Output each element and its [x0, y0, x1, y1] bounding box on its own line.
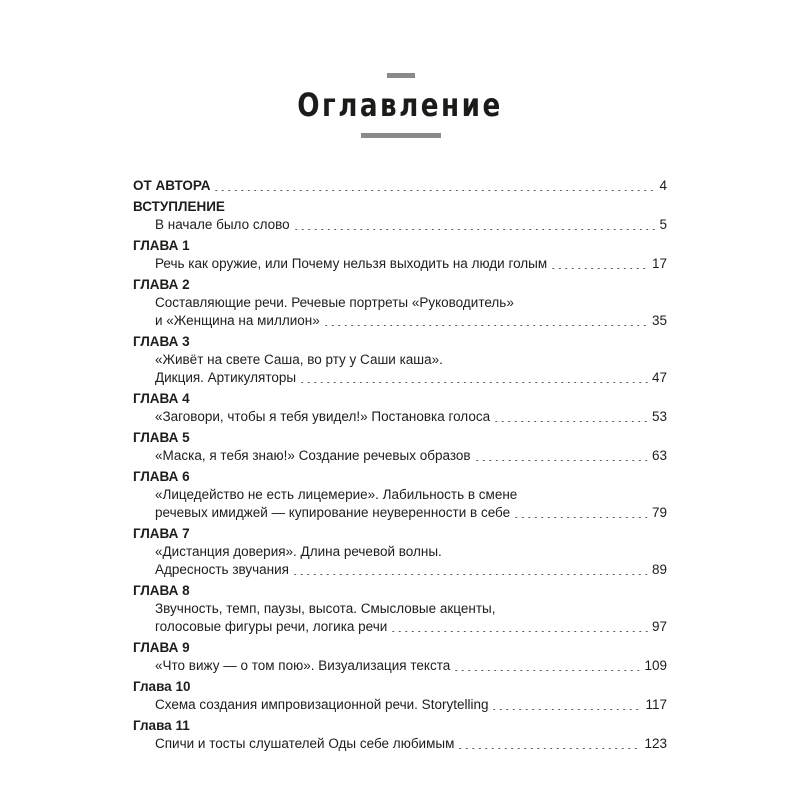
toc-section — [133, 333, 667, 387]
toc-entry-line[interactable] — [133, 369, 667, 387]
toc-page-number: 89 — [651, 562, 667, 577]
toc-section — [133, 177, 667, 195]
toc-dot-leader — [293, 229, 657, 230]
toc-section — [133, 198, 667, 234]
toc-page-number: 117 — [645, 697, 667, 712]
toc-page-number: 123 — [644, 736, 667, 751]
toc-dot-leader — [453, 670, 641, 671]
toc-entry-line[interactable] — [133, 543, 667, 561]
toc-dot-leader — [491, 709, 642, 710]
toc-dot-leader — [457, 748, 641, 749]
toc-section — [133, 429, 667, 465]
toc-entry-line[interactable] — [133, 735, 667, 753]
toc-entry-text: «Что вижу — о том пою». Визуализация текста — [155, 658, 451, 673]
toc-entry-line[interactable] — [133, 255, 667, 273]
toc-dot-leader — [390, 631, 649, 632]
toc-section — [133, 717, 667, 753]
toc-entry-text: и «Женщина на миллион» — [155, 313, 320, 328]
toc-dot-leader — [493, 421, 649, 422]
toc-section-heading: Глава 10 — [133, 679, 191, 694]
toc-entry-text: «Заговори, чтобы я тебя увидел!» Постановка голоса — [155, 409, 491, 424]
toc-dot-leader — [474, 460, 649, 461]
toc-page-number: 35 — [651, 313, 667, 328]
toc-page-number: 97 — [651, 619, 667, 634]
toc-entry-text: ОТ АВТОРА — [133, 178, 211, 193]
toc-section — [133, 525, 667, 579]
toc-entry-line[interactable] — [133, 486, 667, 504]
toc-section-heading: Глава 11 — [133, 718, 190, 733]
toc-entry-text: Схема создания импровизационной речи. Storytelling — [155, 697, 489, 712]
toc-dot-leader — [550, 268, 649, 269]
title-rule-top — [387, 73, 415, 78]
toc-section — [133, 468, 667, 522]
toc-entry-line[interactable] — [133, 312, 667, 330]
toc-section-heading: ГЛАВА 2 — [133, 277, 190, 292]
toc-entry-text: «Маска, я тебя знаю!» Создание речевых образов — [155, 448, 471, 463]
toc-entry-text: Спичи и тосты слушателей Оды себе любимым — [155, 736, 455, 751]
toc-dot-leader — [213, 190, 656, 191]
toc-entry-text: «Лицедейство не есть лицемерие». Лабильность в смене — [155, 487, 518, 502]
toc-section-heading: ГЛАВА 5 — [133, 430, 190, 445]
toc-section-heading: ГЛАВА 8 — [133, 583, 190, 598]
toc-section — [133, 582, 667, 636]
toc-entry-line[interactable] — [133, 177, 667, 195]
toc-dot-leader — [299, 382, 649, 383]
toc-section — [133, 237, 667, 273]
toc-entry-text: голосовые фигуры речи, логика речи — [155, 619, 388, 634]
toc-section-heading: ГЛАВА 7 — [133, 526, 190, 541]
toc-section-heading: ГЛАВА 3 — [133, 334, 190, 349]
toc-page-number: 63 — [651, 448, 667, 463]
toc-entry-line[interactable] — [133, 696, 667, 714]
toc-entry-text: Звучность, темп, паузы, высота. Смысловые акценты, — [155, 601, 496, 616]
toc-page-number: 53 — [651, 409, 667, 424]
toc-entry-text: «Живёт на свете Саша, во рту у Саши каша». — [155, 352, 443, 367]
toc-entry-text: Речь как оружие, или Почему нельзя выходить на люди голым — [155, 256, 548, 271]
toc-section-heading: ГЛАВА 6 — [133, 469, 190, 484]
table-of-contents — [133, 177, 667, 756]
toc-dot-leader — [513, 517, 649, 518]
page-title: Оглавление — [297, 86, 503, 124]
toc-entry-line[interactable] — [133, 408, 667, 426]
toc-section-heading: ВСТУПЛЕНИЕ — [133, 199, 225, 214]
toc-entry-line[interactable] — [133, 447, 667, 465]
toc-entry-line[interactable] — [133, 216, 667, 234]
toc-section-heading: ГЛАВА 9 — [133, 640, 190, 655]
toc-entry-line[interactable] — [133, 618, 667, 636]
toc-page-number: 17 — [651, 256, 667, 271]
toc-entry-line[interactable] — [133, 351, 667, 369]
toc-entry-text: В начале было слово — [155, 217, 290, 232]
toc-dot-leader — [323, 325, 649, 326]
toc-section — [133, 639, 667, 675]
toc-entry-text: речевых имиджей — купирование неуверенности в себе — [155, 505, 511, 520]
toc-section-heading: ГЛАВА 1 — [133, 238, 190, 253]
toc-entry-line[interactable] — [133, 561, 667, 579]
toc-section — [133, 276, 667, 330]
toc-section — [133, 678, 667, 714]
toc-page-number: 47 — [651, 370, 667, 385]
toc-entry-line[interactable] — [133, 294, 667, 312]
toc-entry-text: «Дистанция доверия». Длина речевой волны. — [155, 544, 442, 559]
toc-page-number: 109 — [644, 658, 667, 673]
toc-entry-line[interactable] — [133, 657, 667, 675]
toc-entry-text: Составляющие речи. Речевые портреты «Руководитель» — [155, 295, 514, 310]
toc-dot-leader — [292, 574, 649, 575]
title-rule-bottom — [361, 133, 441, 138]
toc-entry-line[interactable] — [133, 600, 667, 618]
toc-page-number: 4 — [659, 178, 667, 193]
toc-section-heading: ГЛАВА 4 — [133, 391, 190, 406]
toc-entry-line[interactable] — [133, 504, 667, 522]
toc-entry-text: Адресность звучания — [155, 562, 289, 577]
toc-section — [133, 390, 667, 426]
toc-page-number: 79 — [651, 505, 667, 520]
toc-page-number: 5 — [659, 217, 667, 232]
toc-entry-text: Дикция. Артикуляторы — [155, 370, 297, 385]
